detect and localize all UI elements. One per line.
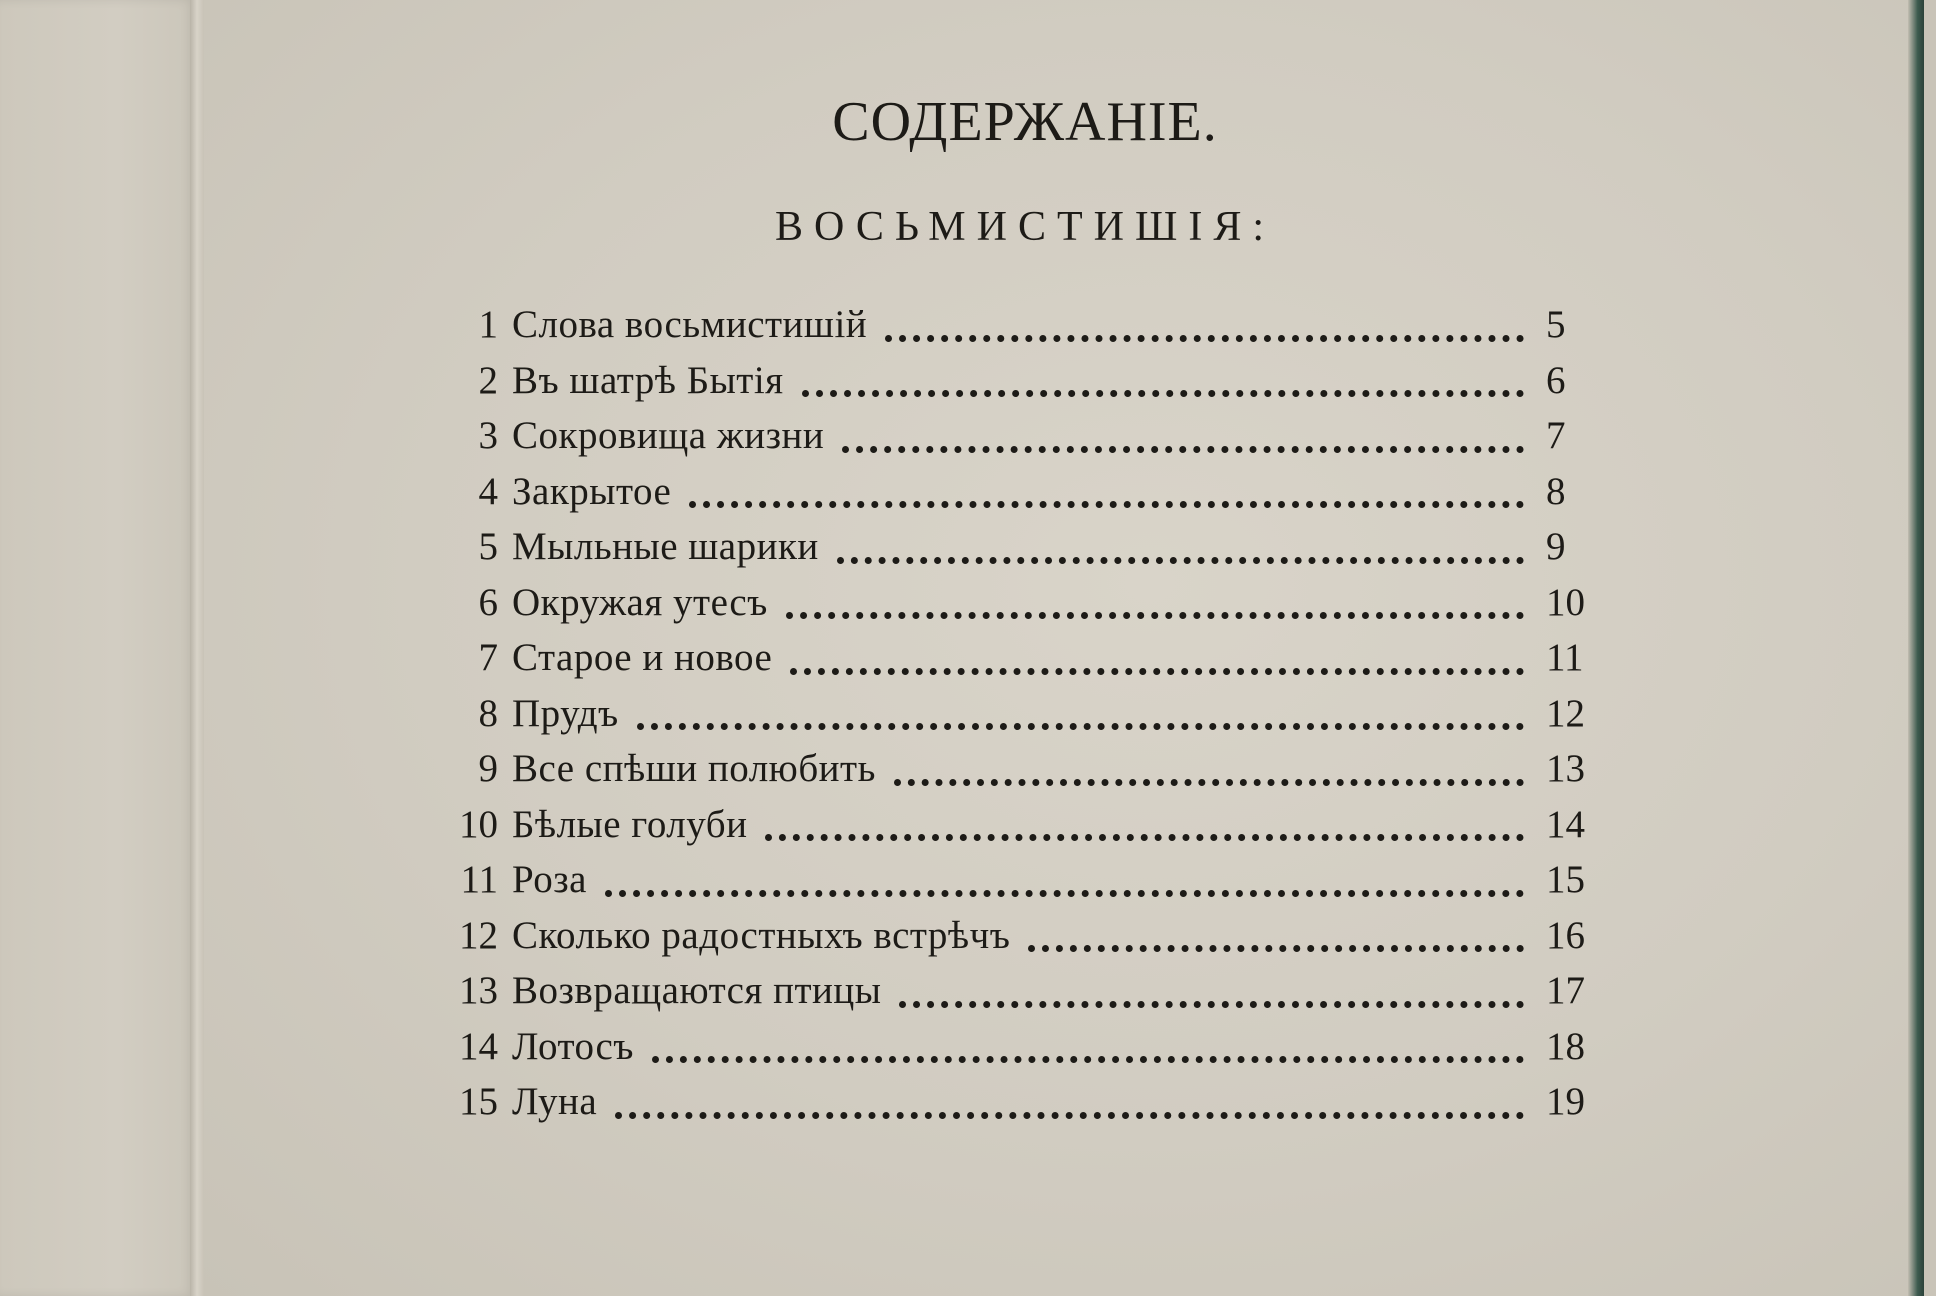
- dot-leader: [899, 1000, 1524, 1008]
- entry-page: 11: [1546, 636, 1584, 679]
- toc-entry: [440, 1079, 1610, 1135]
- entry-page: 6: [1546, 358, 1566, 402]
- dot-leader: [637, 722, 1524, 730]
- toc-entry: [440, 913, 1610, 969]
- dot-leader: [894, 778, 1524, 786]
- entry-number: 12: [459, 913, 498, 957]
- dot-leader: [765, 833, 1524, 841]
- entry-title: Сколько радостныхъ встрѣчъ: [512, 913, 1011, 957]
- entry-title: Закрытое: [512, 469, 672, 513]
- entry-title: Старое и новое: [512, 636, 773, 679]
- book-gutter: [190, 0, 204, 1296]
- entry-title: Возвращаются птицы: [512, 969, 882, 1012]
- entry-number: 7: [478, 636, 498, 679]
- dot-leader: [615, 1111, 1524, 1119]
- toc-entry: [440, 524, 1610, 580]
- entry-page: 10: [1546, 580, 1585, 624]
- entry-title: Мыльные шарики: [512, 525, 819, 568]
- entry-number: 13: [459, 969, 498, 1012]
- entry-title: Слова восьмистишій: [512, 303, 868, 346]
- entry-title: Сокровища жизни: [512, 414, 825, 457]
- entry-page: 16: [1546, 913, 1585, 957]
- entry-number: 2: [478, 358, 498, 402]
- dot-leader: [689, 500, 1524, 508]
- entry-title: Роза: [512, 858, 587, 901]
- entry-number: 14: [459, 1024, 498, 1068]
- left-page: [0, 0, 195, 1296]
- toc-entry: [440, 746, 1610, 802]
- entry-title: Бѣлые голуби: [512, 802, 748, 846]
- entry-number: 11: [460, 858, 498, 901]
- entry-page: 15: [1546, 858, 1585, 901]
- entry-title: Все спѣши полюбить: [512, 747, 876, 790]
- toc-entry: [440, 857, 1610, 913]
- dot-leader: [1028, 944, 1524, 952]
- entry-number: 3: [478, 414, 498, 457]
- toc-entry: [440, 1024, 1610, 1080]
- entry-number: 6: [478, 580, 498, 624]
- entry-title: Лотосъ: [512, 1024, 634, 1068]
- dot-leader: [786, 611, 1524, 619]
- entry-page: 19: [1546, 1080, 1585, 1123]
- toc-entry: [440, 691, 1610, 747]
- toc-entry: [440, 302, 1610, 358]
- section-heading: ВОСЬМИСТИШІЯ:: [774, 204, 1276, 250]
- toc-entry: [440, 469, 1610, 525]
- toc-entry: [440, 968, 1610, 1024]
- entry-title: Прудъ: [512, 691, 619, 735]
- toc-entry: [440, 413, 1610, 469]
- entry-page: 7: [1546, 414, 1566, 457]
- entry-page: 18: [1546, 1024, 1585, 1068]
- entry-page: 9: [1546, 525, 1566, 568]
- entry-number: 4: [478, 469, 498, 513]
- entry-number: 9: [478, 747, 498, 790]
- dot-leader: [837, 556, 1524, 564]
- dot-leader: [842, 445, 1524, 453]
- entry-page: 8: [1546, 469, 1566, 513]
- entry-page: 14: [1546, 802, 1585, 846]
- contents-heading: СОДЕРЖАНІЕ.: [832, 91, 1218, 153]
- entry-page: 17: [1546, 969, 1585, 1012]
- dot-leader: [605, 889, 1524, 897]
- page-edge: [1908, 0, 1924, 1296]
- entry-page: 5: [1546, 303, 1566, 346]
- dot-leader: [790, 667, 1524, 675]
- entry-title: Въ шатрѣ Бытія: [512, 358, 784, 402]
- toc-entry: [440, 635, 1610, 691]
- entry-number: 15: [459, 1080, 498, 1123]
- entry-number: 1: [478, 303, 498, 346]
- dot-leader: [652, 1055, 1524, 1063]
- entry-page: 12: [1546, 691, 1585, 735]
- entry-number: 5: [478, 525, 498, 568]
- entry-title: Луна: [512, 1080, 598, 1123]
- toc-entry: [440, 580, 1610, 636]
- toc-entry: [440, 802, 1610, 858]
- entry-number: 10: [459, 802, 498, 846]
- dot-leader: [885, 334, 1524, 342]
- table-of-contents: [440, 302, 1610, 1135]
- toc-entry: [440, 358, 1610, 414]
- dot-leader: [802, 389, 1524, 397]
- entry-page: 13: [1546, 747, 1585, 790]
- entry-title: Окружая утесъ: [512, 580, 768, 624]
- entry-number: 8: [478, 691, 498, 735]
